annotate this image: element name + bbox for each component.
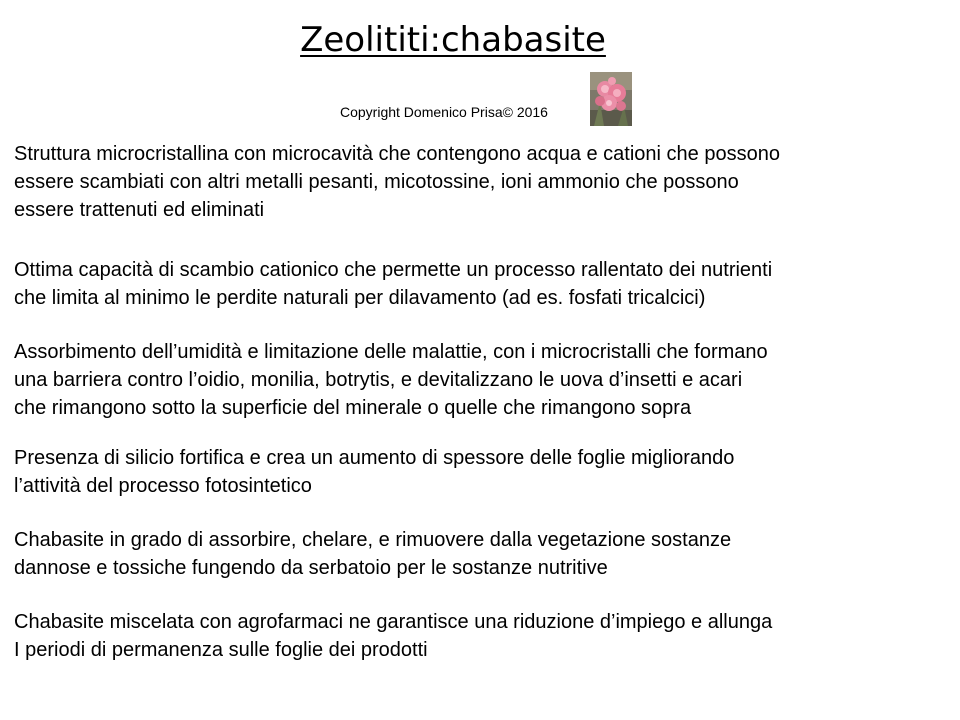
- paragraph-line: Chabasite miscelata con agrofarmaci ne garantisce una riduzione d’impiego e allunga: [14, 611, 773, 633]
- paragraph-line: Assorbimento dell’umidità e limitazione delle malattie, con i microcristalli che formano: [14, 341, 768, 363]
- paragraph-line: essere scambiati con altri metalli pesanti, micotossine, ioni ammonio che possono: [14, 171, 739, 193]
- paragraph-agrochemicals: [14, 608, 944, 664]
- paragraph-line: Presenza di silicio fortifica e crea un aumento di spessore delle foglie migliorando: [14, 447, 735, 469]
- paragraph-line: I periodi di permanenza sulle foglie dei prodotti: [14, 639, 428, 661]
- flower-icon: [590, 72, 632, 126]
- copyright-notice: Copyright Domenico Prisa© 2016: [340, 104, 548, 120]
- paragraph-line: Chabasite in grado di assorbire, chelare, e rimuovere dalla vegetazione sostanze: [14, 529, 732, 551]
- paragraph-chelation: [14, 526, 944, 582]
- paragraph-line: Ottima capacità di scambio cationico che permette un processo rallentato dei nutrienti: [14, 259, 773, 281]
- paragraph-humidity-absorption: [14, 338, 944, 422]
- slide-title: Zeolititi:chabasite: [300, 20, 606, 60]
- paragraph-cation-exchange: [14, 256, 944, 312]
- paragraph-line: che rimangono sotto la superficie del minerale o quelle che rimangono sopra: [14, 397, 692, 419]
- paragraph-line: dannose e tossiche fungendo da serbatoio per le sostanze nutritive: [14, 557, 608, 579]
- flower-photo: [590, 72, 632, 126]
- paragraph-line: Struttura microcristallina con microcavità che contengono acqua e cationi che possono: [14, 143, 780, 165]
- paragraph-line: una barriera contro l’oidio, monilia, botrytis, e devitalizzano le uova d’insetti e acari: [14, 369, 743, 391]
- paragraph-line: l’attività del processo fotosintetico: [14, 475, 312, 497]
- paragraph-structure: [14, 140, 944, 224]
- paragraph-line: essere trattenuti ed eliminati: [14, 199, 265, 221]
- paragraph-silicon: [14, 444, 944, 500]
- paragraph-line: che limita al minimo le perdite naturali per dilavamento (ad es. fosfati tricalcici): [14, 287, 706, 309]
